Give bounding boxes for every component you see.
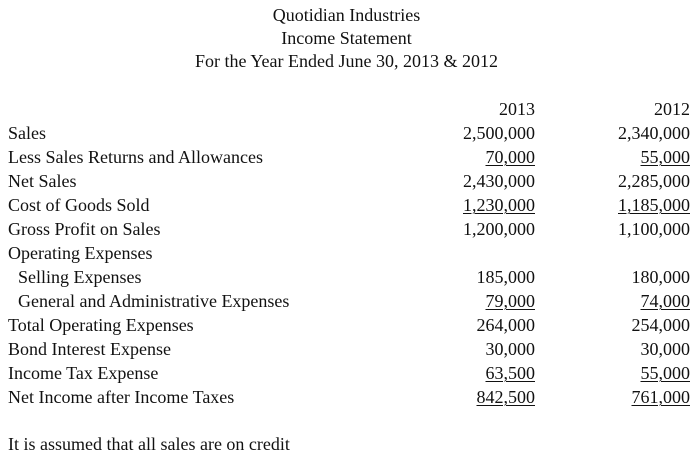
value-2013: 2,430,000	[463, 171, 535, 191]
footnote: It is assumed that all sales are on credit	[8, 434, 290, 454]
value-2012: 1,185,000	[618, 195, 690, 215]
value-2013: 30,000	[485, 339, 535, 359]
value-2012: 55,000	[640, 363, 690, 383]
value-2013: 70,000	[485, 147, 535, 167]
value-2013: 1,230,000	[463, 195, 535, 215]
statement-row	[8, 361, 688, 385]
row-label: Bond Interest Expense	[8, 339, 171, 359]
value-2012: 30,000	[640, 339, 690, 359]
value-2012: 55,000	[640, 147, 690, 167]
column-header-2013: 2013	[499, 99, 535, 119]
statement-row	[8, 385, 688, 409]
statement-row	[8, 169, 688, 193]
statement-title: Income Statement	[281, 28, 412, 48]
value-2013: 264,000	[476, 315, 535, 335]
row-label: Cost of Goods Sold	[8, 195, 150, 215]
value-2013: 842,500	[476, 387, 535, 407]
statement-row	[8, 217, 688, 241]
statement-row	[8, 289, 688, 313]
row-label: Total Operating Expenses	[8, 315, 194, 335]
value-2012: 180,000	[631, 267, 690, 287]
value-2012: 1,100,000	[618, 219, 690, 239]
company-name: Quotidian Industries	[272, 5, 421, 25]
statement-period: For the Year Ended June 30, 2013 & 2012	[195, 51, 498, 71]
value-2012: 74,000	[640, 291, 690, 311]
value-2012: 254,000	[631, 315, 690, 335]
statement-row	[8, 265, 688, 289]
statement-row	[8, 241, 688, 265]
income-statement-table	[8, 97, 688, 409]
value-2013: 63,500	[485, 363, 535, 383]
value-2013: 1,200,000	[463, 219, 535, 239]
statement-header	[0, 4, 693, 73]
column-header-2012: 2012	[654, 99, 690, 119]
row-label: Net Sales	[8, 171, 77, 191]
value-2012: 2,285,000	[618, 171, 690, 191]
row-label: Less Sales Returns and Allowances	[8, 147, 263, 167]
value-2012: 2,340,000	[618, 123, 690, 143]
row-label: Gross Profit on Sales	[8, 219, 161, 239]
statement-row	[8, 121, 688, 145]
statement-row	[8, 313, 688, 337]
value-2013: 79,000	[485, 291, 535, 311]
row-label: General and Administrative Expenses	[18, 291, 290, 311]
row-label: Operating Expenses	[8, 243, 153, 263]
value-2012: 761,000	[631, 387, 690, 407]
statement-row	[8, 193, 688, 217]
statement-row	[8, 337, 688, 361]
row-label: Income Tax Expense	[8, 363, 159, 383]
value-2013: 2,500,000	[463, 123, 535, 143]
year-header-row	[8, 97, 688, 121]
row-label: Sales	[8, 123, 46, 143]
statement-row	[8, 145, 688, 169]
row-label: Selling Expenses	[18, 267, 142, 287]
row-label: Net Income after Income Taxes	[8, 387, 235, 407]
value-2013: 185,000	[476, 267, 535, 287]
